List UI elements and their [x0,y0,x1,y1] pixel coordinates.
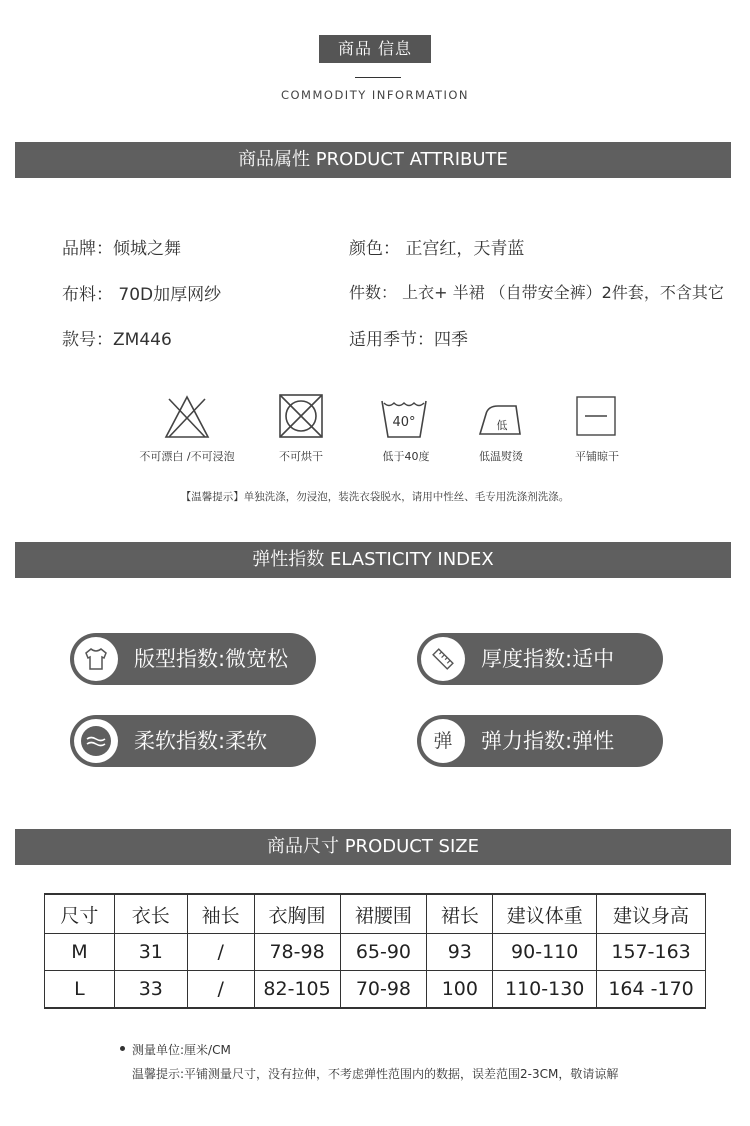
header-cell: 建议体重 [493,894,597,934]
info-title-badge: 商品 信息 [319,35,431,63]
header-cell: 裙长 [427,894,493,934]
elasticity-softness-pill [70,715,316,767]
table-cell: 157-163 [597,934,706,971]
header-cell: 尺寸 [45,894,115,934]
stretch-badge-icon: 弹 [421,719,465,763]
elasticity-fit-pill [70,633,316,685]
wash-temp-label: 40° [392,415,416,430]
header-cell: 衣胸围 [254,894,340,934]
iron-low-icon [476,394,524,446]
table-row [45,934,706,971]
elasticity-fit-text: 版型指数:微宽松 [134,647,289,671]
attr-color: 颜色： 正宫红，天青蓝 [349,239,525,259]
ruler-icon [421,637,465,681]
table-header-row [45,894,706,934]
header-cell: 袖长 [187,894,254,934]
table-cell: / [187,934,254,971]
size-table [44,893,706,1009]
attr-season: 适用季节：四季 [349,330,468,350]
elasticity-thickness-pill [417,633,663,685]
attr-fabric: 布料： 70D加厚网纱 [62,285,222,305]
table-cell: L [45,971,115,1009]
table-cell: 93 [427,934,493,971]
bullet-dot [120,1046,125,1051]
elasticity-stretch-pill [417,715,663,767]
dry-flat-icon [575,395,617,441]
no-tumble-dry-icon [277,392,325,444]
table-cell: M [45,934,115,971]
section-bar-attribute: 商品属性 PRODUCT ATTRIBUTE [15,142,731,178]
care-label-dry-flat: 平铺晾干 [575,450,619,463]
wash-40-icon [380,393,428,445]
table-cell: 110-130 [493,971,597,1009]
care-tip: 【温馨提示】单独洗涤，勿浸泡，装洗衣袋脱水，请用中性丝、毛专用洗涤剂洗涤。 [180,491,570,503]
table-cell: 82-105 [254,971,340,1009]
attr-brand: 品牌：倾城之舞 [62,239,181,259]
table-cell: 31 [114,934,187,971]
elasticity-thickness-text: 厚度指数:适中 [481,647,615,671]
wave-icon [74,719,118,763]
care-label-wash-40: 低于40度 [382,450,430,463]
table-cell: 33 [114,971,187,1009]
table-row [45,971,706,1009]
title-divider [355,77,401,78]
attr-pieces: 件数： 上衣+ 半裙 （自带安全裤）2件套，不含其它 [349,283,724,302]
table-cell: 70-98 [340,971,427,1009]
care-label-no-bleach: 不可漂白 /不可浸泡 [139,450,235,463]
header-cell: 衣长 [114,894,187,934]
elasticity-softness-text: 柔软指数:柔软 [134,729,268,753]
elasticity-stretch-text: 弹力指数:弹性 [481,729,615,753]
no-bleach-icon [163,393,211,445]
header-cell: 裙腰围 [340,894,427,934]
section-bar-size: 商品尺寸 PRODUCT SIZE [15,829,731,865]
table-cell: 90-110 [493,934,597,971]
table-cell: 78-98 [254,934,340,971]
unit-note: 测量单位:厘米/CM [132,1043,231,1057]
table-cell: 164 -170 [597,971,706,1009]
care-label-no-tumble-dry: 不可烘干 [279,450,323,463]
info-subtitle: COMMODITY INFORMATION [280,88,470,102]
shirt-icon [74,637,118,681]
table-cell: 65-90 [340,934,427,971]
attr-style-no: 款号：ZM446 [62,330,172,350]
measure-tip: 温馨提示:平铺测量尺寸，没有拉伸，不考虑弹性范围内的数据，误差范围2-3CM，敬请谅解 [132,1067,619,1081]
header-cell: 建议身高 [597,894,706,934]
care-label-iron-low: 低温熨烫 [479,450,523,463]
section-bar-elasticity: 弹性指数 ELASTICITY INDEX [15,542,731,578]
table-cell: 100 [427,971,493,1009]
table-cell: / [187,971,254,1009]
iron-low-label: 低 [496,419,508,432]
